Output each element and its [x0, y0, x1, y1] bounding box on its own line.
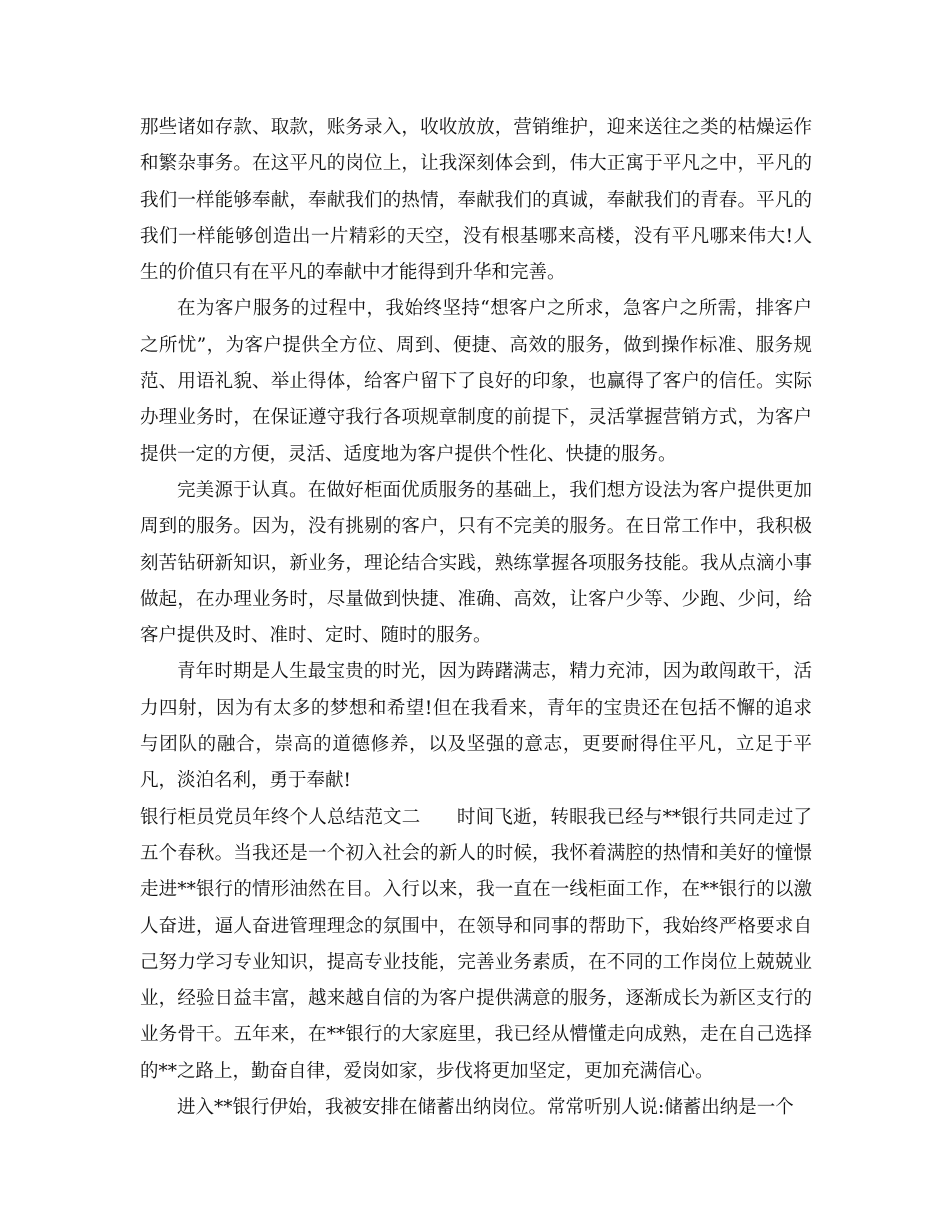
paragraph-customer-service: 在为客户服务的过程中，我始终坚持“想客户之所求，急客户之所需，排客户之所忧”，为客户提供全方位、周到、便捷、高效的服务，做到操作标准、服务规范、用语礼貌、举止得体，给客户留下了良好的印象，也赢得了客户的信任。实际办理业务时，在保证遵守我行各项规章制度的前提下，灵活掌握营销方式，为客户提供一定的方便，灵活、适度地为客户提供个性化、快捷的服务。 — [140, 298, 812, 465]
paragraph-cashier-start: 进入**银行伊始，我被安排在储蓄出纳岗位。常常听别人说:储蓄出纳是一个 — [177, 1097, 794, 1119]
section-body: 时间飞逝，转眼我已经与**银行共同走过了五个春秋。当我还是一个初入社会的新人的时候，我怀着满腔的热情和美好的憧憬走进**银行的情形油然在目。入行以来，我一直在一线柜面工作，在**银行的以激人奋进，逼人奋进管理理念的氛围中，在领导和同事的帮助下，我始终严格要求自己努力学习专业知识，提高专业技能，完善业务素质，在不同的工作岗位上兢兢业业，经验日益丰富，越来越自信的为客户提供满意的服务，逐渐成长为新区支行的业务骨干。五年来，在**银行的大家庭里，我已经从懵懂走向成熟，走在自己选择的**之路上，勤奋自律，爱岗如家，步伐将更加坚定，更加充满信心。 — [140, 806, 812, 1082]
section-two — [140, 800, 812, 1090]
heading-gap — [420, 807, 456, 828]
document-page — [140, 110, 812, 1126]
paragraph-continuation: 那些诸如存款、取款，账务录入，收收放放，营销维护，迎来送往之类的枯燥运作和繁杂事务。在这平凡的岗位上，让我深刻体会到，伟大正寓于平凡之中，平凡的我们一样能够奉献，奉献我们的热情，奉献我们的真诚，奉献我们的青春。平凡的我们一样能够创造出一片精彩的天空，没有根基哪来高楼，没有平凡哪来伟大!人生的价值只有在平凡的奉献中才能得到升华和完善。 — [140, 117, 812, 284]
paragraph-perfection: 完美源于认真。在做好柜面优质服务的基础上，我们想方设法为客户提供更加周到的服务。因为，没有挑剔的客户，只有不完美的服务。在日常工作中，我积极刻苦钻研新知识，新业务，理论结合实践，熟练掌握各项服务技能。我从点滴小事做起，在办理业务时，尽量做到快捷、准确、高效，让客户少等、少跑、少问，给客户提供及时、准时、定时、随时的服务。 — [140, 479, 812, 647]
section-heading: 银行柜员党员年终个人总结范文二 — [140, 806, 421, 828]
paragraph-youth: 青年时期是人生最宝贵的时光，因为踌躇满志，精力充沛，因为敢闯敢干，活力四射，因为有太多的梦想和希望!但在我看来，青年的宝贵还在包括不懈的追求与团队的融合，崇高的道德修养，以及坚强的意志，更要耐得住平凡，立足于平凡，淡泊名利，勇于奉献! — [140, 661, 812, 792]
